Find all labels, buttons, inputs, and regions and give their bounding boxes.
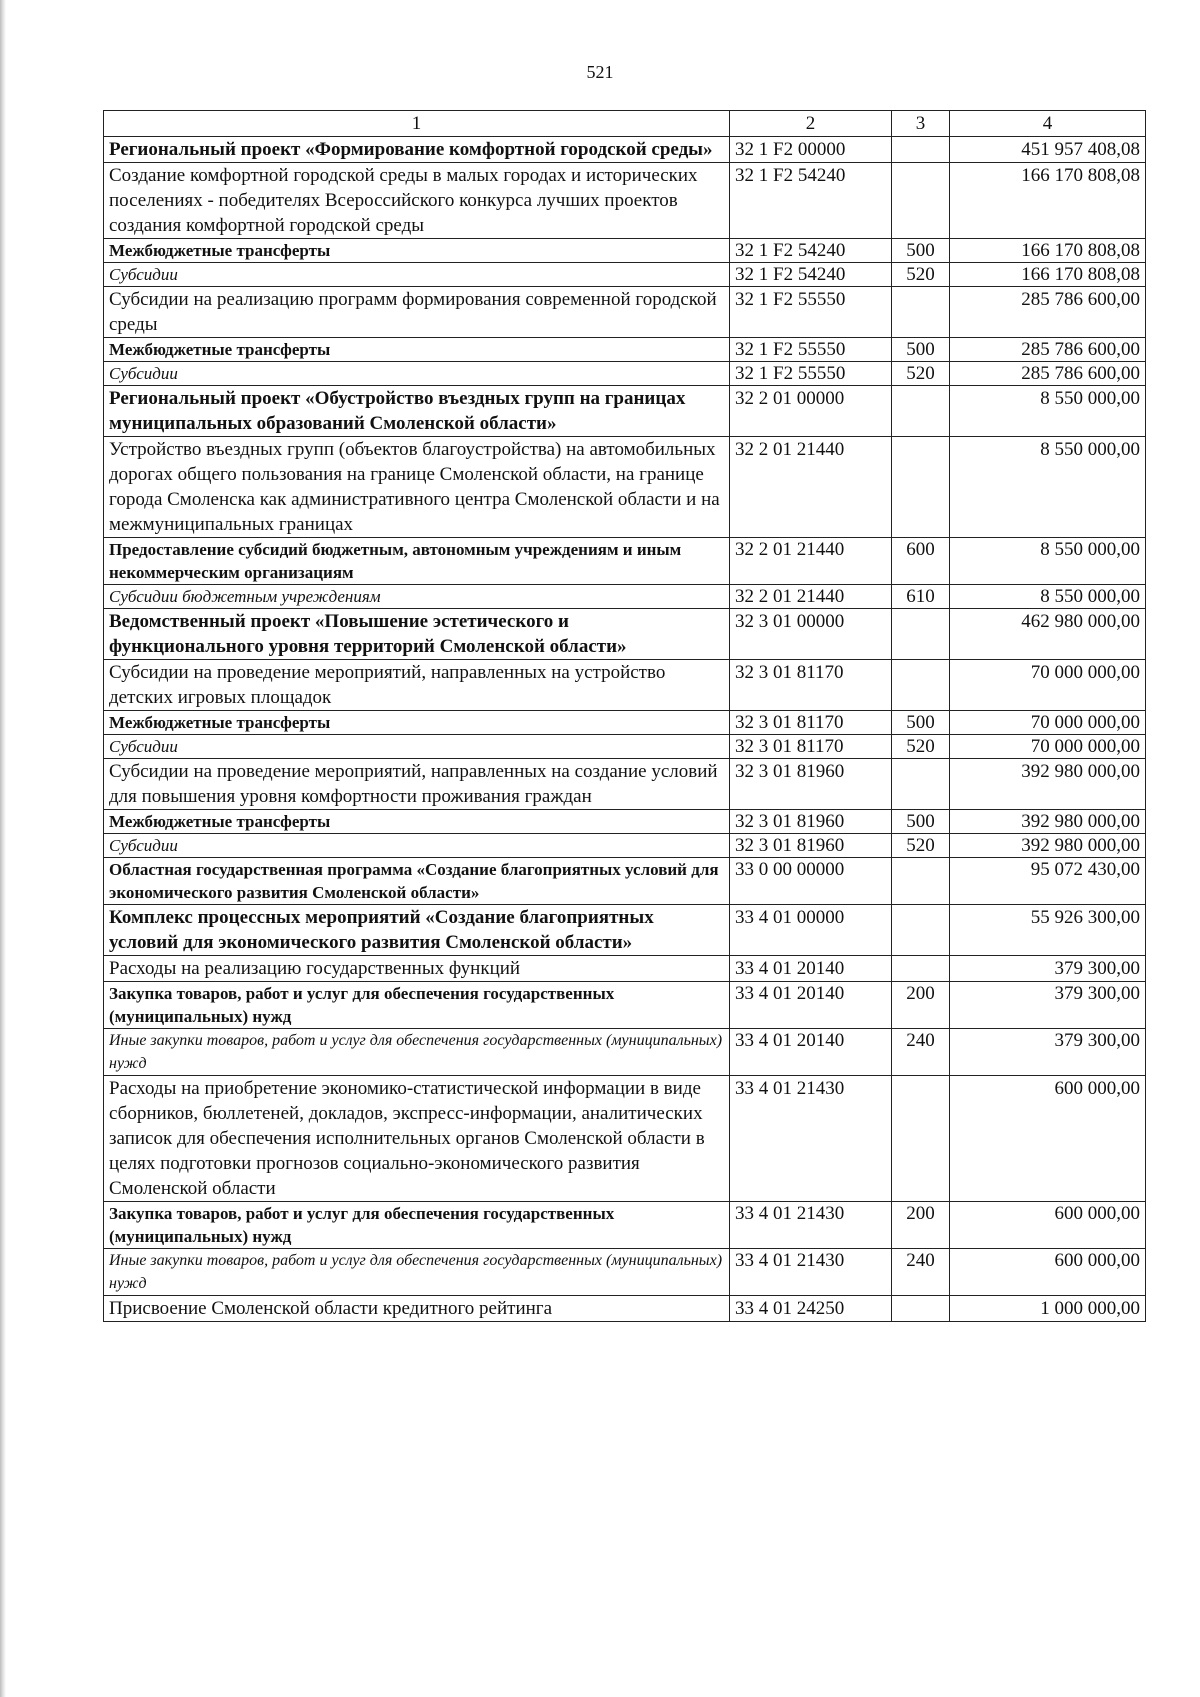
row-name-cell: Закупка товаров, работ и услуг для обеспечения государственных (муниципальных) нужд	[104, 982, 730, 1029]
row-sum-cell: 451 957 408,08	[950, 137, 1146, 163]
row-name-cell: Областная государственная программа «Создание благоприятных условий для экономического развития Смоленской области»	[104, 858, 730, 905]
row-sum-cell: 70 000 000,00	[950, 711, 1146, 735]
row-type-cell: 520	[892, 263, 950, 287]
column-header-4: 4	[950, 111, 1146, 137]
table-row	[104, 163, 1146, 239]
row-code-cell: 32 3 01 81170	[730, 711, 892, 735]
row-code-cell: 33 4 01 00000	[730, 905, 892, 956]
row-type-cell: 610	[892, 585, 950, 609]
row-sum-cell: 392 980 000,00	[950, 834, 1146, 858]
row-code-cell: 32 1 F2 55550	[730, 287, 892, 338]
row-name-cell: Региональный проект «Обустройство въездных групп на границах муниципальных образований Смоленской области»	[104, 386, 730, 437]
row-name-cell: Создание комфортной городской среды в малых городах и исторических поселениях - победителях Всероссийского конкурса лучших проектов создания комфортной городской среды	[104, 163, 730, 239]
row-code-cell: 33 4 01 20140	[730, 956, 892, 982]
row-sum-cell: 285 786 600,00	[950, 287, 1146, 338]
row-code-cell: 32 2 01 00000	[730, 386, 892, 437]
row-sum-cell: 285 786 600,00	[950, 338, 1146, 362]
row-name-cell: Комплекс процессных мероприятий «Создание благоприятных условий для экономического развития Смоленской области»	[104, 905, 730, 956]
row-sum-cell: 8 550 000,00	[950, 585, 1146, 609]
row-name-cell: Региональный проект «Формирование комфортной городской среды»	[104, 137, 730, 163]
row-sum-cell: 166 170 808,08	[950, 163, 1146, 239]
table-row	[104, 609, 1146, 660]
row-name-cell: Межбюджетные трансферты	[104, 239, 730, 263]
row-name-cell: Субсидии	[104, 834, 730, 858]
row-code-cell: 33 4 01 24250	[730, 1296, 892, 1322]
row-type-cell: 520	[892, 735, 950, 759]
budget-table	[103, 110, 1146, 1322]
row-type-cell: 500	[892, 239, 950, 263]
row-name-cell: Ведомственный проект «Повышение эстетического и функционального уровня территорий Смоленской области»	[104, 609, 730, 660]
row-sum-cell: 379 300,00	[950, 1029, 1146, 1076]
table-row	[104, 956, 1146, 982]
table-row	[104, 437, 1146, 538]
column-header-1: 1	[104, 111, 730, 137]
row-sum-cell: 8 550 000,00	[950, 538, 1146, 585]
row-type-cell	[892, 287, 950, 338]
row-name-cell: Расходы на приобретение экономико-статистической информации в виде сборников, бюллетеней, докладов, экспресс-информации, аналитических записок для обеспечения исполнительных органов Смоленской области в целях подготовки прогнозов социально-экономического развития Смоленской области	[104, 1076, 730, 1202]
row-sum-cell: 379 300,00	[950, 956, 1146, 982]
row-type-cell	[892, 956, 950, 982]
row-type-cell	[892, 609, 950, 660]
row-name-cell: Устройство въездных групп (объектов благоустройства) на автомобильных дорогах общего пользования на границе Смоленской области, на границе города Смоленска как административного центра Смоленской области и на межмуниципальных границах	[104, 437, 730, 538]
row-name-cell: Субсидии на реализацию программ формирования современной городской среды	[104, 287, 730, 338]
row-sum-cell: 462 980 000,00	[950, 609, 1146, 660]
row-type-cell	[892, 1076, 950, 1202]
table-row	[104, 137, 1146, 163]
row-sum-cell: 1 000 000,00	[950, 1296, 1146, 1322]
table-row	[104, 287, 1146, 338]
row-type-cell	[892, 858, 950, 905]
row-type-cell	[892, 759, 950, 810]
row-code-cell: 32 1 F2 54240	[730, 263, 892, 287]
row-name-cell: Межбюджетные трансферты	[104, 810, 730, 834]
row-sum-cell: 70 000 000,00	[950, 660, 1146, 711]
table-row	[104, 660, 1146, 711]
table-row	[104, 1076, 1146, 1202]
row-sum-cell: 8 550 000,00	[950, 437, 1146, 538]
row-sum-cell: 55 926 300,00	[950, 905, 1146, 956]
row-code-cell: 32 3 01 81170	[730, 660, 892, 711]
row-type-cell	[892, 905, 950, 956]
row-name-cell: Субсидии	[104, 263, 730, 287]
table-row	[104, 982, 1146, 1029]
row-code-cell: 32 3 01 81960	[730, 759, 892, 810]
row-sum-cell: 600 000,00	[950, 1249, 1146, 1296]
row-name-cell: Присвоение Смоленской области кредитного рейтинга	[104, 1296, 730, 1322]
table-row	[104, 585, 1146, 609]
table-row	[104, 759, 1146, 810]
row-code-cell: 33 4 01 21430	[730, 1249, 892, 1296]
row-sum-cell: 166 170 808,08	[950, 239, 1146, 263]
row-type-cell: 520	[892, 362, 950, 386]
row-type-cell: 500	[892, 711, 950, 735]
row-name-cell: Субсидии на проведение мероприятий, направленных на устройство детских игровых площадок	[104, 660, 730, 711]
row-name-cell: Субсидии	[104, 735, 730, 759]
row-sum-cell: 379 300,00	[950, 982, 1146, 1029]
table-row	[104, 711, 1146, 735]
row-name-cell: Иные закупки товаров, работ и услуг для обеспечения государственных (муниципальных) нужд	[104, 1249, 730, 1296]
row-name-cell: Предоставление субсидий бюджетным, автономным учреждениям и иным некоммерческим организациям	[104, 538, 730, 585]
scan-edge-shadow	[0, 0, 6, 1697]
row-code-cell: 32 2 01 21440	[730, 437, 892, 538]
row-name-cell: Расходы на реализацию государственных функций	[104, 956, 730, 982]
table-row	[104, 1249, 1146, 1296]
row-sum-cell: 166 170 808,08	[950, 263, 1146, 287]
row-code-cell: 33 4 01 20140	[730, 982, 892, 1029]
row-type-cell	[892, 386, 950, 437]
row-name-cell: Субсидии	[104, 362, 730, 386]
column-header-3: 3	[892, 111, 950, 137]
row-sum-cell: 392 980 000,00	[950, 759, 1146, 810]
table-row	[104, 1029, 1146, 1076]
row-code-cell: 32 2 01 21440	[730, 538, 892, 585]
row-code-cell: 32 1 F2 54240	[730, 239, 892, 263]
row-type-cell: 520	[892, 834, 950, 858]
row-type-cell	[892, 1296, 950, 1322]
row-sum-cell: 600 000,00	[950, 1202, 1146, 1249]
table-row	[104, 1202, 1146, 1249]
table-row	[104, 239, 1146, 263]
table-row	[104, 386, 1146, 437]
table-row	[104, 858, 1146, 905]
row-type-cell: 500	[892, 810, 950, 834]
row-code-cell: 32 2 01 21440	[730, 585, 892, 609]
row-code-cell: 32 3 01 81170	[730, 735, 892, 759]
row-name-cell: Межбюджетные трансферты	[104, 338, 730, 362]
header-row	[104, 111, 1146, 137]
table-row	[104, 810, 1146, 834]
row-sum-cell: 285 786 600,00	[950, 362, 1146, 386]
row-code-cell: 32 1 F2 00000	[730, 137, 892, 163]
table-row	[104, 538, 1146, 585]
row-sum-cell: 70 000 000,00	[950, 735, 1146, 759]
table-row	[104, 1296, 1146, 1322]
row-type-cell: 240	[892, 1029, 950, 1076]
row-type-cell: 240	[892, 1249, 950, 1296]
row-type-cell: 200	[892, 982, 950, 1029]
row-code-cell: 32 1 F2 54240	[730, 163, 892, 239]
row-type-cell	[892, 163, 950, 239]
row-type-cell	[892, 660, 950, 711]
row-code-cell: 32 3 01 81960	[730, 810, 892, 834]
row-name-cell: Межбюджетные трансферты	[104, 711, 730, 735]
row-type-cell	[892, 437, 950, 538]
row-code-cell: 32 1 F2 55550	[730, 362, 892, 386]
row-code-cell: 33 4 01 21430	[730, 1202, 892, 1249]
table-row	[104, 263, 1146, 287]
table-row	[104, 905, 1146, 956]
row-sum-cell: 8 550 000,00	[950, 386, 1146, 437]
table-row	[104, 735, 1146, 759]
row-code-cell: 33 0 00 00000	[730, 858, 892, 905]
row-name-cell: Субсидии на проведение мероприятий, направленных на создание условий для повышения уровня комфортности проживания граждан	[104, 759, 730, 810]
row-code-cell: 32 3 01 00000	[730, 609, 892, 660]
row-type-cell: 200	[892, 1202, 950, 1249]
column-header-2: 2	[730, 111, 892, 137]
table-row	[104, 362, 1146, 386]
row-name-cell: Иные закупки товаров, работ и услуг для обеспечения государственных (муниципальных) нужд	[104, 1029, 730, 1076]
page-number: 521	[586, 62, 614, 82]
row-code-cell: 32 3 01 81960	[730, 834, 892, 858]
row-code-cell: 33 4 01 21430	[730, 1076, 892, 1202]
row-sum-cell: 392 980 000,00	[950, 810, 1146, 834]
row-sum-cell: 95 072 430,00	[950, 858, 1146, 905]
row-code-cell: 32 1 F2 55550	[730, 338, 892, 362]
row-type-cell: 500	[892, 338, 950, 362]
row-code-cell: 33 4 01 20140	[730, 1029, 892, 1076]
row-name-cell: Субсидии бюджетным учреждениям	[104, 585, 730, 609]
row-type-cell	[892, 137, 950, 163]
row-sum-cell: 600 000,00	[950, 1076, 1146, 1202]
row-name-cell: Закупка товаров, работ и услуг для обеспечения государственных (муниципальных) нужд	[104, 1202, 730, 1249]
table-row	[104, 834, 1146, 858]
row-type-cell: 600	[892, 538, 950, 585]
table-row	[104, 338, 1146, 362]
